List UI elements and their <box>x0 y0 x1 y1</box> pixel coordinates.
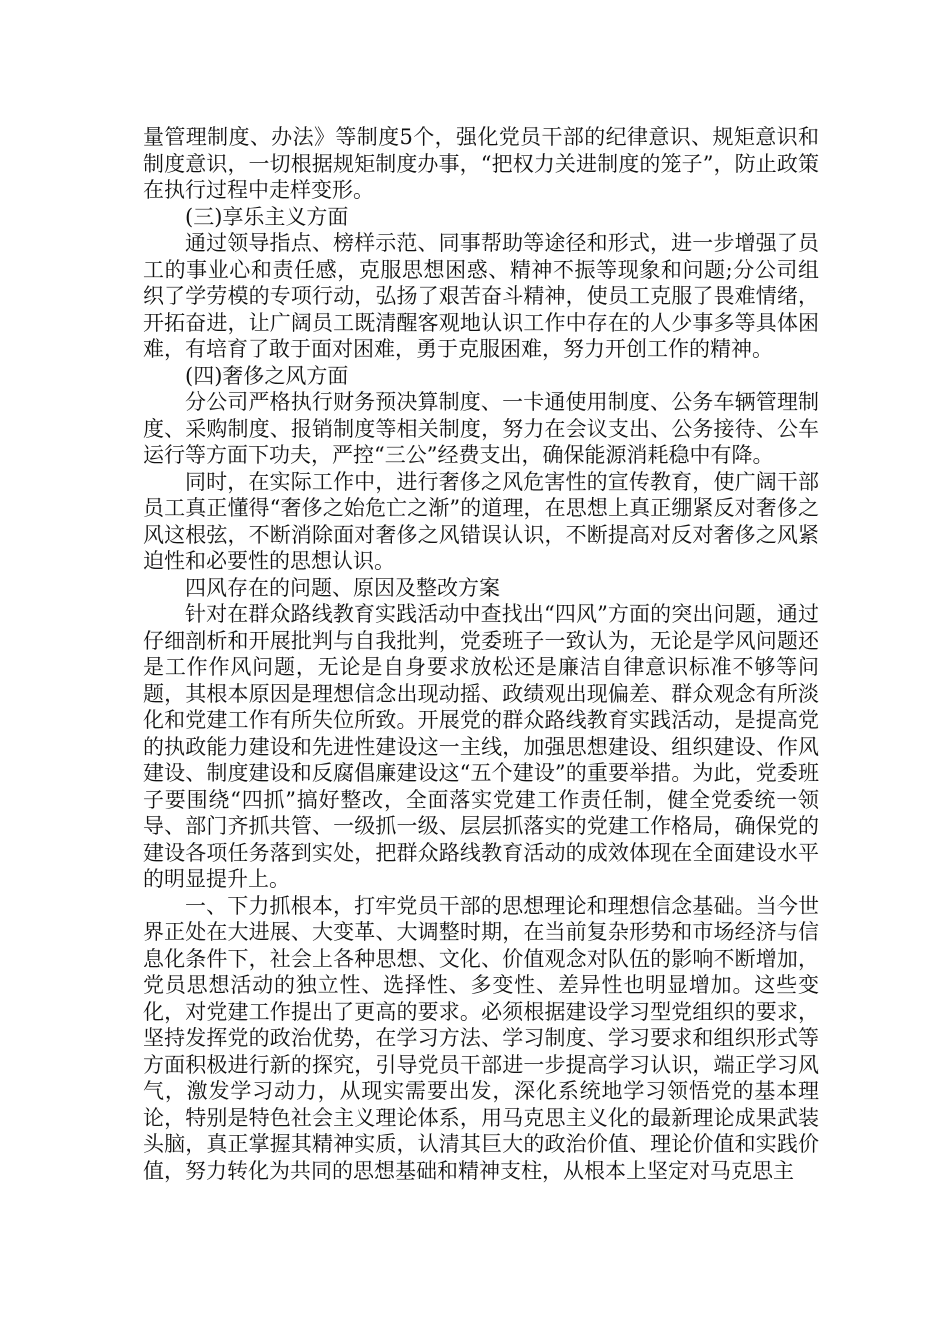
paragraph-continuation: 量管理制度、办法》等制度5个，强化党员干部的纪律意识、规矩意识和制度意识，一切根据规矩制度办事，“把权力关进制度的笼子”，防止政策在执行过程中走样变形。 <box>143 125 819 202</box>
paragraph-extravagance-education: 同时，在实际工作中，进行奢侈之风危害性的宣传教育，使广阔干部员工真正懂得“奢侈之始危亡之渐”的道理，在思想上真正绷紧反对奢侈之风这根弦，不断消除面对奢侈之风错误认识，不断提高对反对奢侈之风紧迫性和必要性的思想认识。 <box>143 469 819 573</box>
section-heading-extravagance: (四)奢侈之风方面 <box>185 363 349 388</box>
section-heading-problems: 四风存在的问题、原因及整改方案 <box>185 575 500 600</box>
document-body <box>143 124 819 1184</box>
section-heading-hedonism: (三)享乐主义方面 <box>185 204 349 229</box>
paragraph-measure-one: 一、下力抓根本，打牢党员干部的思想理论和理想信念基础。当今世界正处在大进展、大变革、大调整时期，在当前复杂形势和市场经济与信息化条件下，社会上各种思想、文化、价值观念对队伍的影响不断增加，党员思想活动的独立性、选择性、多变性、差异性也明显增加。这些变化，对党建工作提出了更高的要求。必须根据建设学习型党组织的要求，坚持发挥党的政治优势，在学习方法、学习制度、学习要求和组织形式等方面积极进行新的探究，引导党员干部进一步提高学习认识，端正学习风气，激发学习动力，从现实需要出发，深化系统地学习领悟党的基本理论，特别是特色社会主义理论体系，用马克思主义化的最新理论成果武装头脑，真正掌握其精神实质，认清其巨大的政治价值、理论价值和实践价值，努力转化为共同的思想基础和精神支柱，从根本上坚定对马克思主 <box>143 893 819 1183</box>
paragraph-hedonism: 通过领导指点、榜样示范、同事帮助等途径和形式，进一步增强了员工的事业心和责任感，克服思想困惑、精神不振等现象和问题;分公司组织了学劳模的专项行动，弘扬了艰苦奋斗精神，使员工克服了畏难情绪，开拓奋进，让广阔员工既清醒客观地认识工作中存在的人少事多等具体困难，有培育了敢于面对困难，勇于克服困难，努力开创工作的精神。 <box>143 231 819 361</box>
paragraph-extravagance-rules: 分公司严格执行财务预决算制度、一卡通使用制度、公务车辆管理制度、采购制度、报销制度等相关制度，努力在会议支出、公务接待、公车运行等方面下功夫，严控“三公”经费支出，确保能源消耗稳中有降。 <box>143 390 819 467</box>
paragraph-problems-analysis: 针对在群众路线教育实践活动中查找出“四风”方面的突出问题，通过仔细剖析和开展批判与自我批判，党委班子一致认为，无论是学风问题还是工作作风问题，无论是自身要求放松还是廉洁自律意识标准不够等问题，其根本原因是理想信念出现动摇、政绩观出现偏差、群众观念有所淡化和党建工作有所失位所致。开展党的群众路线教育实践活动，是提高党的执政能力建设和先进性建设这一主线，加强思想建设、组织建设、作风建设、制度建设和反腐倡廉建设这“五个建设”的重要举措。为此，党委班子要围绕“四抓”搞好整改，全面落实党建工作责任制，健全党委统一领导、部门齐抓共管、一级抓一级、层层抓落实的党建工作格局，确保党的建设各项任务落到实处，把群众路线教育活动的成效体现在全面建设水平的明显提升上。 <box>143 602 819 891</box>
